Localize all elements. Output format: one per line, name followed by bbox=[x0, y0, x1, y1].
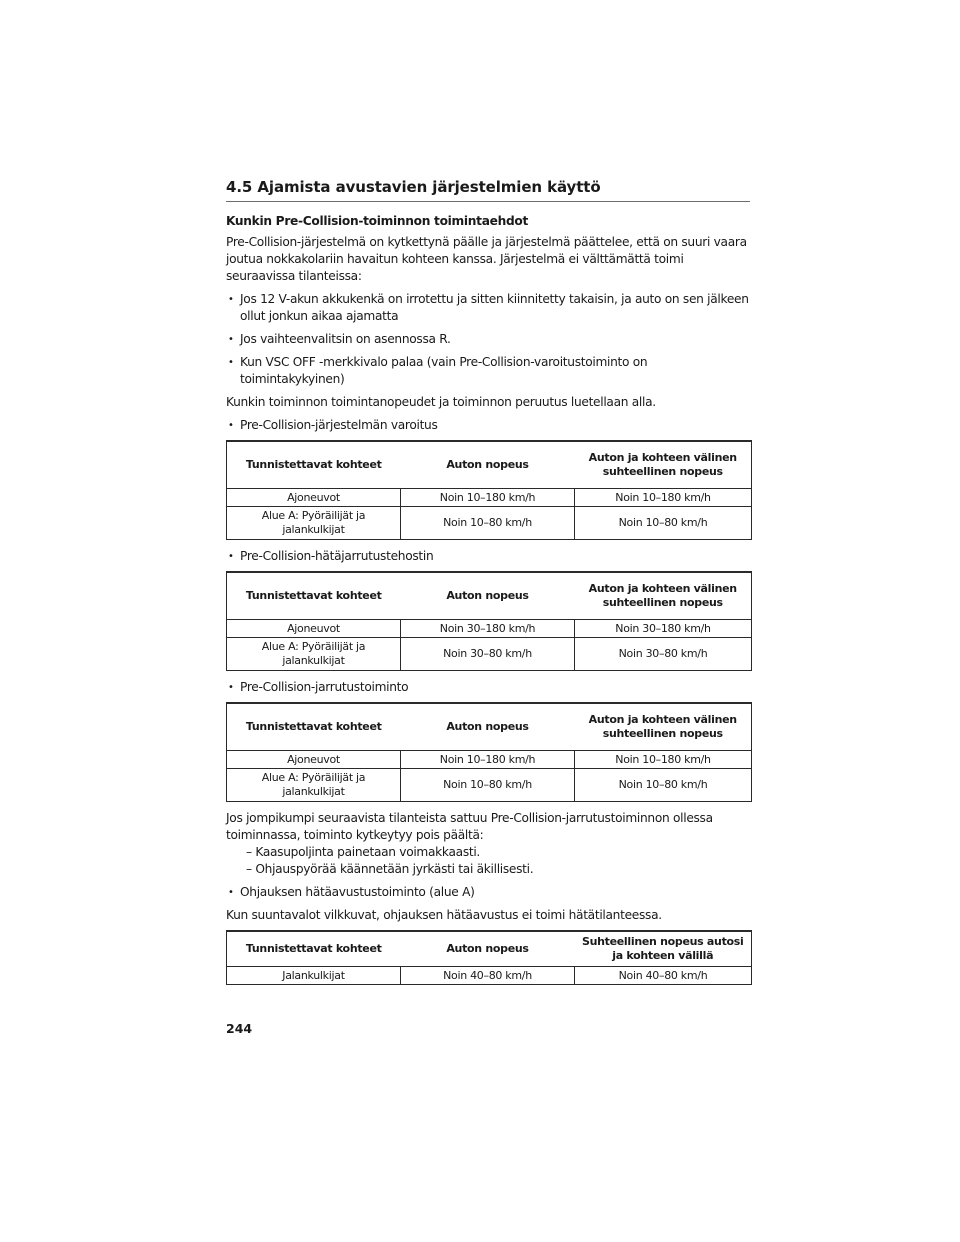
table-row bbox=[227, 967, 752, 985]
table-cell: Noin 10–180 km/h bbox=[401, 489, 575, 507]
condition-item: • Jos vaihteenvalitsin on asennossa R. bbox=[226, 331, 750, 348]
table-cell: Noin 10–180 km/h bbox=[401, 751, 575, 769]
page-number: 244 bbox=[226, 1021, 253, 1036]
header-targets: Tunnistettavat kohteet bbox=[227, 931, 401, 967]
condition-item: • Jos 12 V-akun akkukenkä on irrotettu ja sitten kiinnitetty takaisin, ja auto on sen jälkeen ollut jonkun aikaa ajamatta bbox=[226, 291, 750, 325]
braking-speed-table bbox=[226, 702, 752, 802]
header-relative: Auton ja kohteen välinen suhteellinen nopeus bbox=[575, 441, 752, 489]
page-content bbox=[226, 178, 750, 993]
table-cell: Noin 40–80 km/h bbox=[575, 967, 752, 985]
table-title-warning: • Pre-Collision-järjestelmän varoitus bbox=[226, 417, 750, 434]
speeds-intro: Kunkin toiminnon toimintanopeudet ja toiminnon peruutus luetellaan alla. bbox=[226, 395, 656, 409]
table-cell: Noin 40–80 km/h bbox=[401, 967, 575, 985]
table-row bbox=[227, 489, 752, 507]
header-targets: Tunnistettavat kohteet bbox=[227, 441, 401, 489]
table-cell: Noin 10–80 km/h bbox=[575, 507, 752, 540]
header-speed: Auton nopeus bbox=[401, 572, 575, 620]
table-cell: Alue A: Pyöräilijät ja jalankulkijat bbox=[227, 507, 401, 540]
table-cell: Noin 30–80 km/h bbox=[575, 638, 752, 671]
table-cell: Noin 30–80 km/h bbox=[401, 638, 575, 671]
table-cell: Noin 10–80 km/h bbox=[401, 769, 575, 802]
header-targets: Tunnistettavat kohteet bbox=[227, 572, 401, 620]
table-cell: Ajoneuvot bbox=[227, 751, 401, 769]
header-speed: Auton nopeus bbox=[401, 931, 575, 967]
cancel-item: – Kaasupoljinta painetaan voimakkaasti. bbox=[246, 845, 481, 859]
table-title-brake-assist: • Pre-Collision-hätäjarrutustehostin bbox=[226, 548, 750, 565]
table-cell: Ajoneuvot bbox=[227, 620, 401, 638]
header-speed: Auton nopeus bbox=[401, 703, 575, 751]
table-cell: Jalankulkijat bbox=[227, 967, 401, 985]
table-cell: Noin 30–180 km/h bbox=[575, 620, 752, 638]
steering-speed-table bbox=[226, 930, 752, 985]
header-relative-alt: Suhteellinen nopeus autosi ja kohteen välillä bbox=[575, 931, 752, 967]
table-cell: Noin 10–80 km/h bbox=[575, 769, 752, 802]
table-row bbox=[227, 769, 752, 802]
table-row bbox=[227, 638, 752, 671]
table-row bbox=[227, 507, 752, 540]
cancel-paragraph: Jos jompikumpi seuraavista tilanteista sattuu Pre-Collision-jarrutustoiminnon ollessa toiminnassa, toiminto kytkeytyy pois päältä: bbox=[226, 811, 713, 842]
table-cell: Alue A: Pyöräilijät ja jalankulkijat bbox=[227, 638, 401, 671]
header-relative: Auton ja kohteen välinen suhteellinen nopeus bbox=[575, 572, 752, 620]
table-cell: Noin 10–180 km/h bbox=[575, 751, 752, 769]
table-cell: Alue A: Pyöräilijät ja jalankulkijat bbox=[227, 769, 401, 802]
steering-title: • Ohjauksen hätäavustustoiminto (alue A) bbox=[226, 884, 750, 901]
brake-assist-speed-table bbox=[226, 571, 752, 671]
intro-paragraph: Pre-Collision-järjestelmä on kytkettynä päälle ja järjestelmä päättelee, että on suuri vaara joutua nokkakolariin havaitun kohteen kanssa. Järjestelmä ei välttämättä toimi seuraavissa tilanteissa: bbox=[226, 235, 747, 283]
subheading: Kunkin Pre-Collision-toiminnon toimintaehdot bbox=[226, 214, 528, 228]
table-cell: Ajoneuvot bbox=[227, 489, 401, 507]
header-targets: Tunnistettavat kohteet bbox=[227, 703, 401, 751]
section-title: 4.5 Ajamista avustavien järjestelmien käyttö bbox=[226, 178, 750, 202]
header-relative: Auton ja kohteen välinen suhteellinen nopeus bbox=[575, 703, 752, 751]
table-cell: Noin 10–180 km/h bbox=[575, 489, 752, 507]
table-row bbox=[227, 620, 752, 638]
steering-note: Kun suuntavalot vilkkuvat, ohjauksen hätäavustus ei toimi hätätilanteessa. bbox=[226, 908, 662, 922]
condition-item: • Kun VSC OFF -merkkivalo palaa (vain Pre-Collision-varoitustoiminto on toimintakykyinen) bbox=[226, 354, 750, 388]
header-speed: Auton nopeus bbox=[401, 441, 575, 489]
warning-speed-table bbox=[226, 440, 752, 540]
table-cell: Noin 30–180 km/h bbox=[401, 620, 575, 638]
table-row bbox=[227, 751, 752, 769]
table-cell: Noin 10–80 km/h bbox=[401, 507, 575, 540]
cancel-item: – Ohjauspyörää käännetään jyrkästi tai äkillisesti. bbox=[246, 862, 534, 876]
table-title-braking: • Pre-Collision-jarrutustoiminto bbox=[226, 679, 750, 696]
